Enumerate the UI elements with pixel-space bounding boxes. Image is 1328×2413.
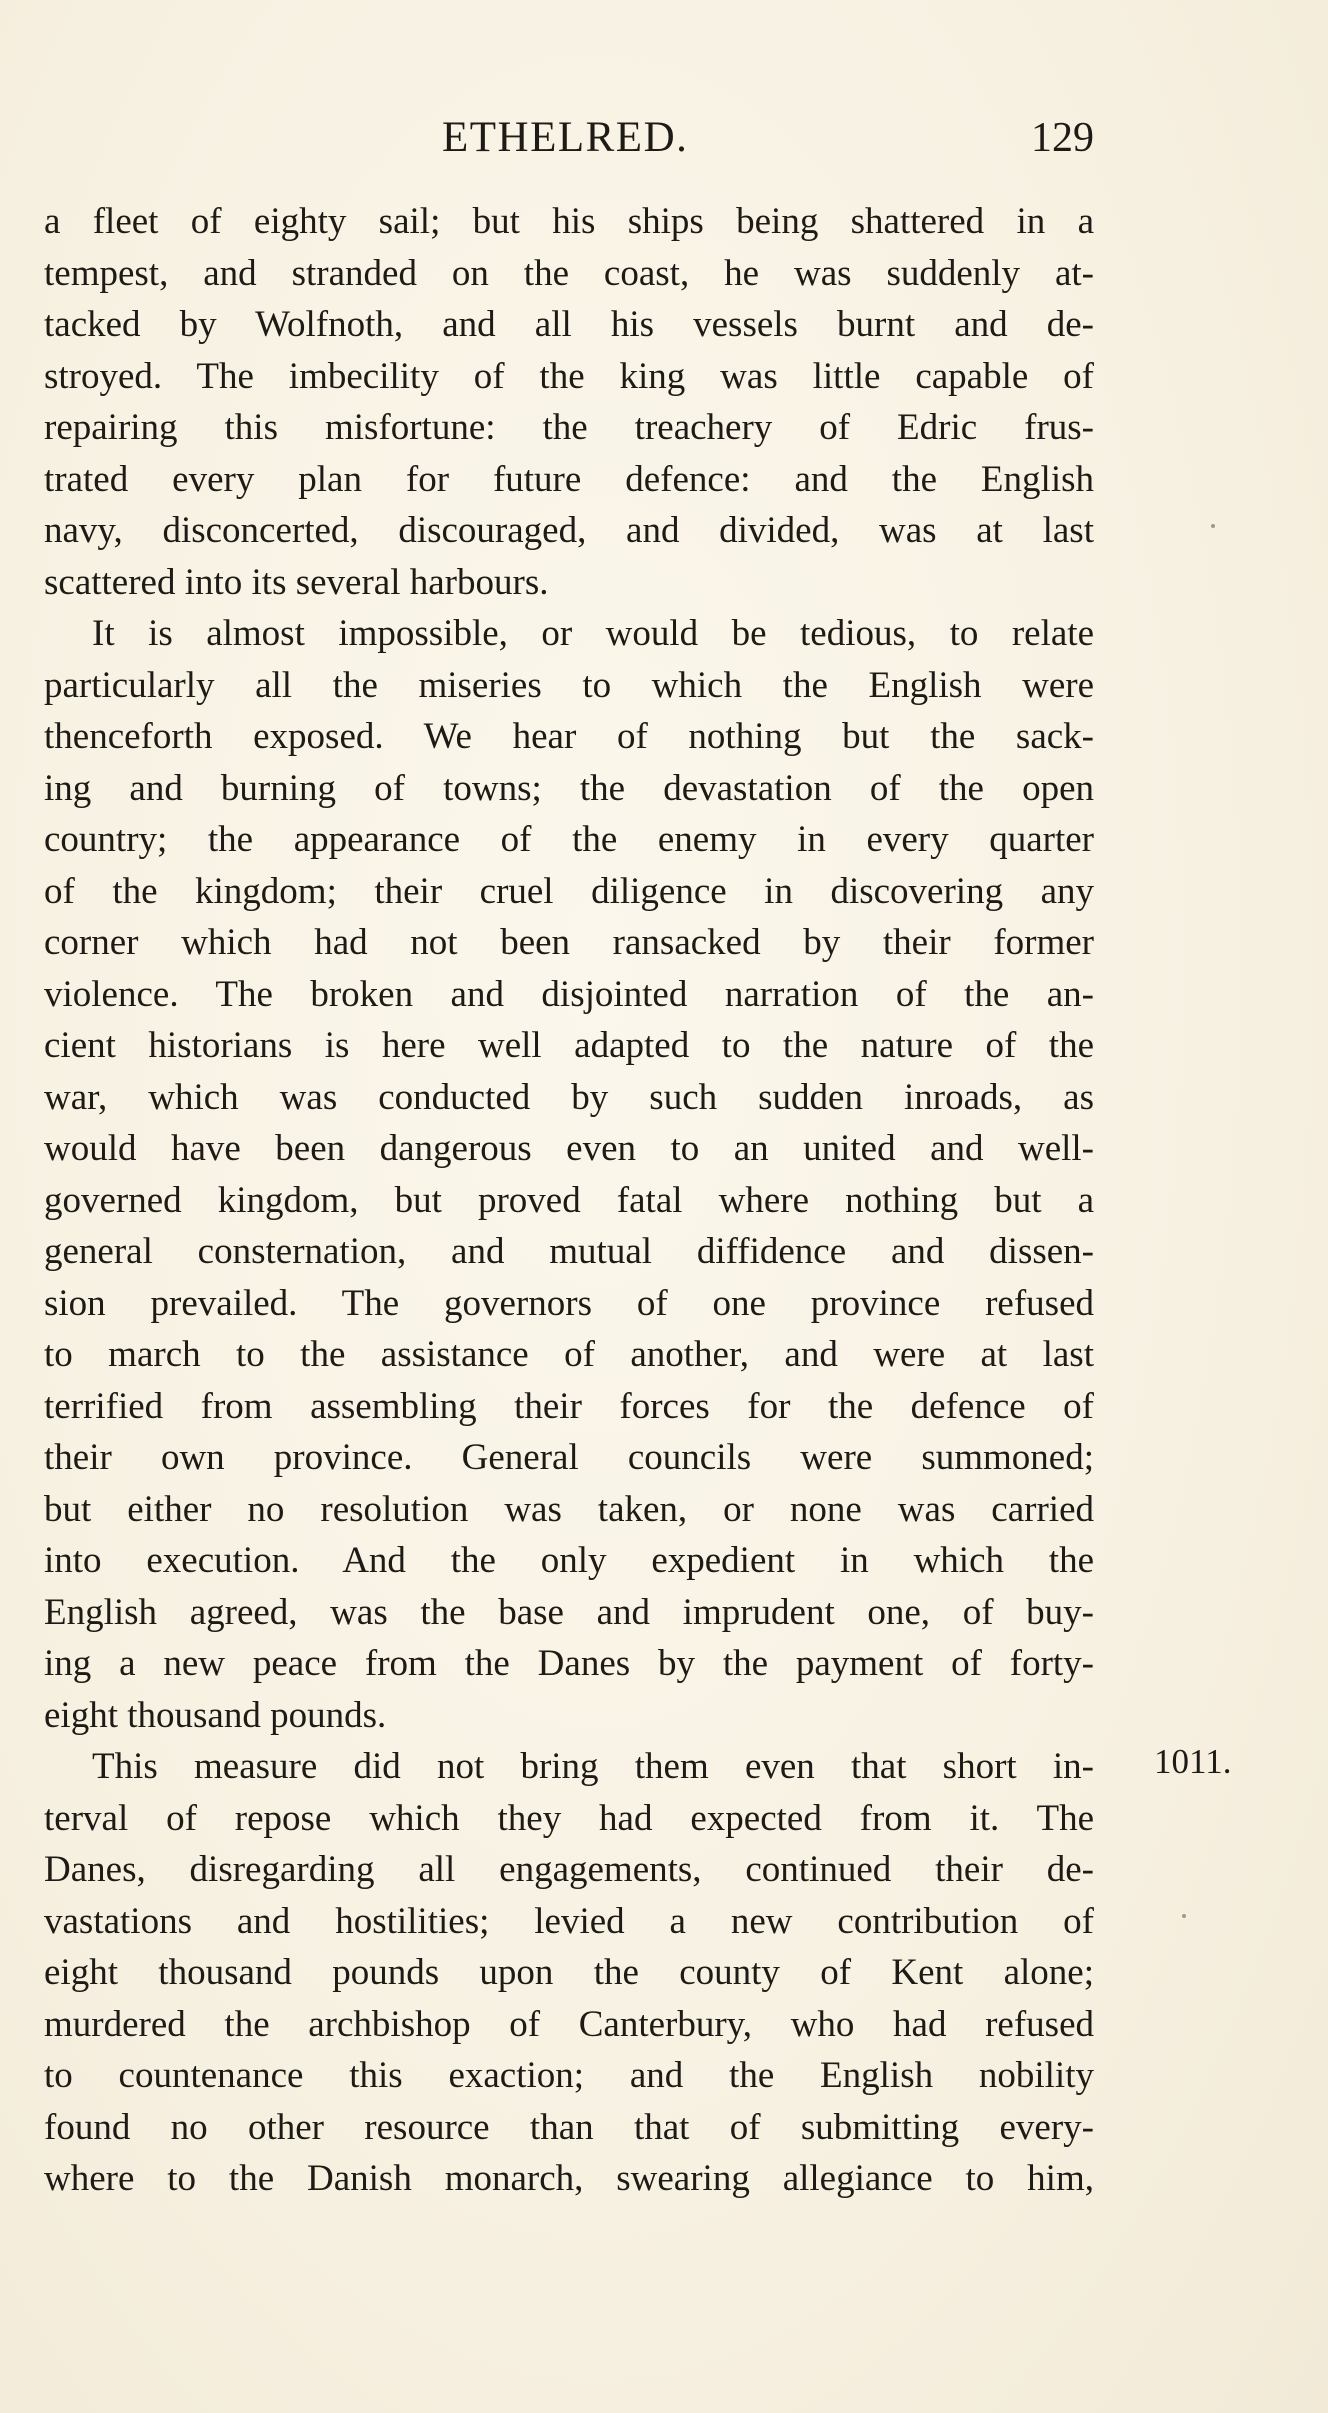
text-line: eight thousand pounds upon the county of Kent alone; (44, 1952, 1094, 1993)
text-line: would have been dangerous even to an united and well- (44, 1128, 1094, 1169)
text-line: cient historians is here well adapted to the nature of the (44, 1025, 1094, 1066)
page-header (44, 108, 1094, 168)
text-line: It is almost impossible, or would be tedious, to relate (92, 613, 1094, 654)
text-line: ing a new peace from the Danes by the payment of forty- (44, 1643, 1094, 1684)
text-line: tempest, and stranded on the coast, he was suddenly at- (44, 252, 1094, 294)
text-line: scattered into its several harbours. (44, 561, 549, 603)
paragraph (44, 196, 1094, 608)
text-line: country; the appearance of the enemy in every quarter (44, 819, 1094, 860)
text-line: their own province. General councils were summoned; (44, 1437, 1094, 1478)
text-line: English agreed, was the base and imprudent one, of buy- (44, 1591, 1094, 1633)
text-line: war, which was conducted by such sudden inroads, as (44, 1076, 1094, 1118)
text-line: tacked by Wolfnoth, and all his vessels burnt and de- (44, 304, 1094, 345)
text-line: navy, disconcerted, discouraged, and divided, was at last (44, 510, 1094, 551)
text-line: particularly all the miseries to which the English were (44, 664, 1094, 706)
text-line: sion prevailed. The governors of one province refused (44, 1282, 1094, 1324)
text-line: eight thousand pounds. (44, 1694, 387, 1736)
text-line: of the kingdom; their cruel diligence in discovering any (44, 870, 1094, 912)
paper-speck (1211, 524, 1215, 528)
text-line: violence. The broken and disjointed narration of the an- (44, 973, 1094, 1015)
text-line: trated every plan for future defence: and the English (44, 458, 1094, 500)
text-line: a fleet of eighty sail; but his ships being shattered in a (44, 201, 1094, 242)
text-line: terrified from assembling their forces for the defence of (44, 1385, 1094, 1427)
text-line: governed kingdom, but proved fatal where nothing but a (44, 1179, 1094, 1221)
running-title: ETHELRED. (442, 114, 689, 161)
text-line: thenceforth exposed. We hear of nothing but the sack- (44, 716, 1094, 757)
text-line: stroyed. The imbecility of the king was little capable of (44, 355, 1094, 397)
text-line: ing and burning of towns; the devastation of the open (44, 767, 1094, 809)
text-line: terval of repose which they had expected from it. The (44, 1797, 1094, 1839)
text-line: to march to the assistance of another, and were at last (44, 1334, 1094, 1375)
text-line: into execution. And the only expedient in which the (44, 1540, 1094, 1581)
paragraph (44, 608, 1094, 1741)
text-line: but either no resolution was taken, or none was carried (44, 1488, 1094, 1530)
body-text (44, 196, 1094, 2205)
text-line: vastations and hostilities; levied a new contribution of (44, 1900, 1094, 1942)
text-line: repairing this misfortune: the treachery of Edric frus- (44, 407, 1094, 448)
text-line: to countenance this exaction; and the English nobility (44, 2055, 1094, 2096)
margin-date-note: 1011. (1154, 1742, 1232, 1781)
paper-speck (1182, 1914, 1186, 1918)
text-line: murdered the archbishop of Canterbury, who had refused (44, 2003, 1094, 2045)
text-line: found no other resource than that of submitting every- (44, 2106, 1094, 2148)
page-number: 129 (1031, 115, 1094, 161)
paragraph (44, 1741, 1094, 2205)
text-line: This measure did not bring them even that short in- (92, 1746, 1094, 1787)
text-line: general consternation, and mutual diffidence and dissen- (44, 1231, 1094, 1272)
text-line: where to the Danish monarch, swearing allegiance to him, (44, 2158, 1094, 2199)
text-line: corner which had not been ransacked by their former (44, 922, 1094, 963)
text-line: Danes, disregarding all engagements, continued their de- (44, 1849, 1094, 1890)
